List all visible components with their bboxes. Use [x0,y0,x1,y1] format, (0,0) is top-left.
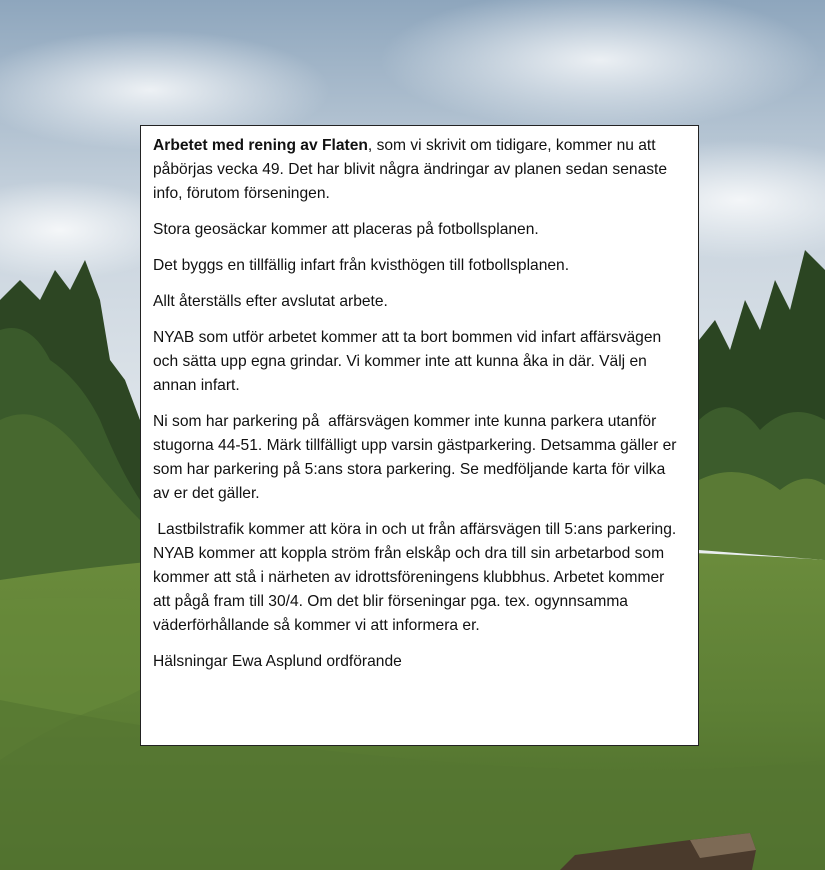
parkering-paragraph: Ni som har parkering på affärsvägen kommer inte kunna parkera utanför stugorna 44-51. Märk tillfälligt upp varsin gästparkering. Detsamma gäller er som har parkering på 5:ans stora parkering. Se medföljande karta för vilka av er det gäller. [153,413,681,502]
notice-panel [140,125,699,746]
signature: Hälsningar Ewa Asplund ordförande [153,653,402,670]
intro-text: , som vi skrivit om tidigare, kommer nu att påbörjas vecka 49. Det har blivit några ändringar av planen sedan senaste info, förutom förseningen. [153,137,668,202]
intro-bold-text: Arbetet med rening av Flaten [153,137,368,154]
infart-paragraph: Det byggs en tillfällig infart från kvisthögen till fotbollsplanen. [153,257,570,274]
nyab-paragraph: NYAB som utför arbetet kommer att ta bort bommen vid infart affärsvägen och sätta upp egna grindar. Vi kommer inte att kunna åka in där. Välj en annan infart. [153,329,662,394]
geosackar-paragraph: Stora geosäckar kommer att placeras på fotbollsplanen. [153,221,539,238]
aterstalls-paragraph: Allt återställs efter avslutat arbete. [153,293,388,310]
lastbil-paragraph: Lastbilstrafik kommer att köra in och ut från affärsvägen till 5:ans parkering. NYAB kommer att koppla ström från elskåp och dra till sin arbetarbod som kommer att stå i närheten av idrottsföreningens klubbhus. Arbetet kommer att pågå fram till 30/4. Om det blir förseningar pga. tex. ogynnsamma väderförhållande så kommer vi att informera er. [153,521,681,634]
intro-paragraph [153,134,686,206]
